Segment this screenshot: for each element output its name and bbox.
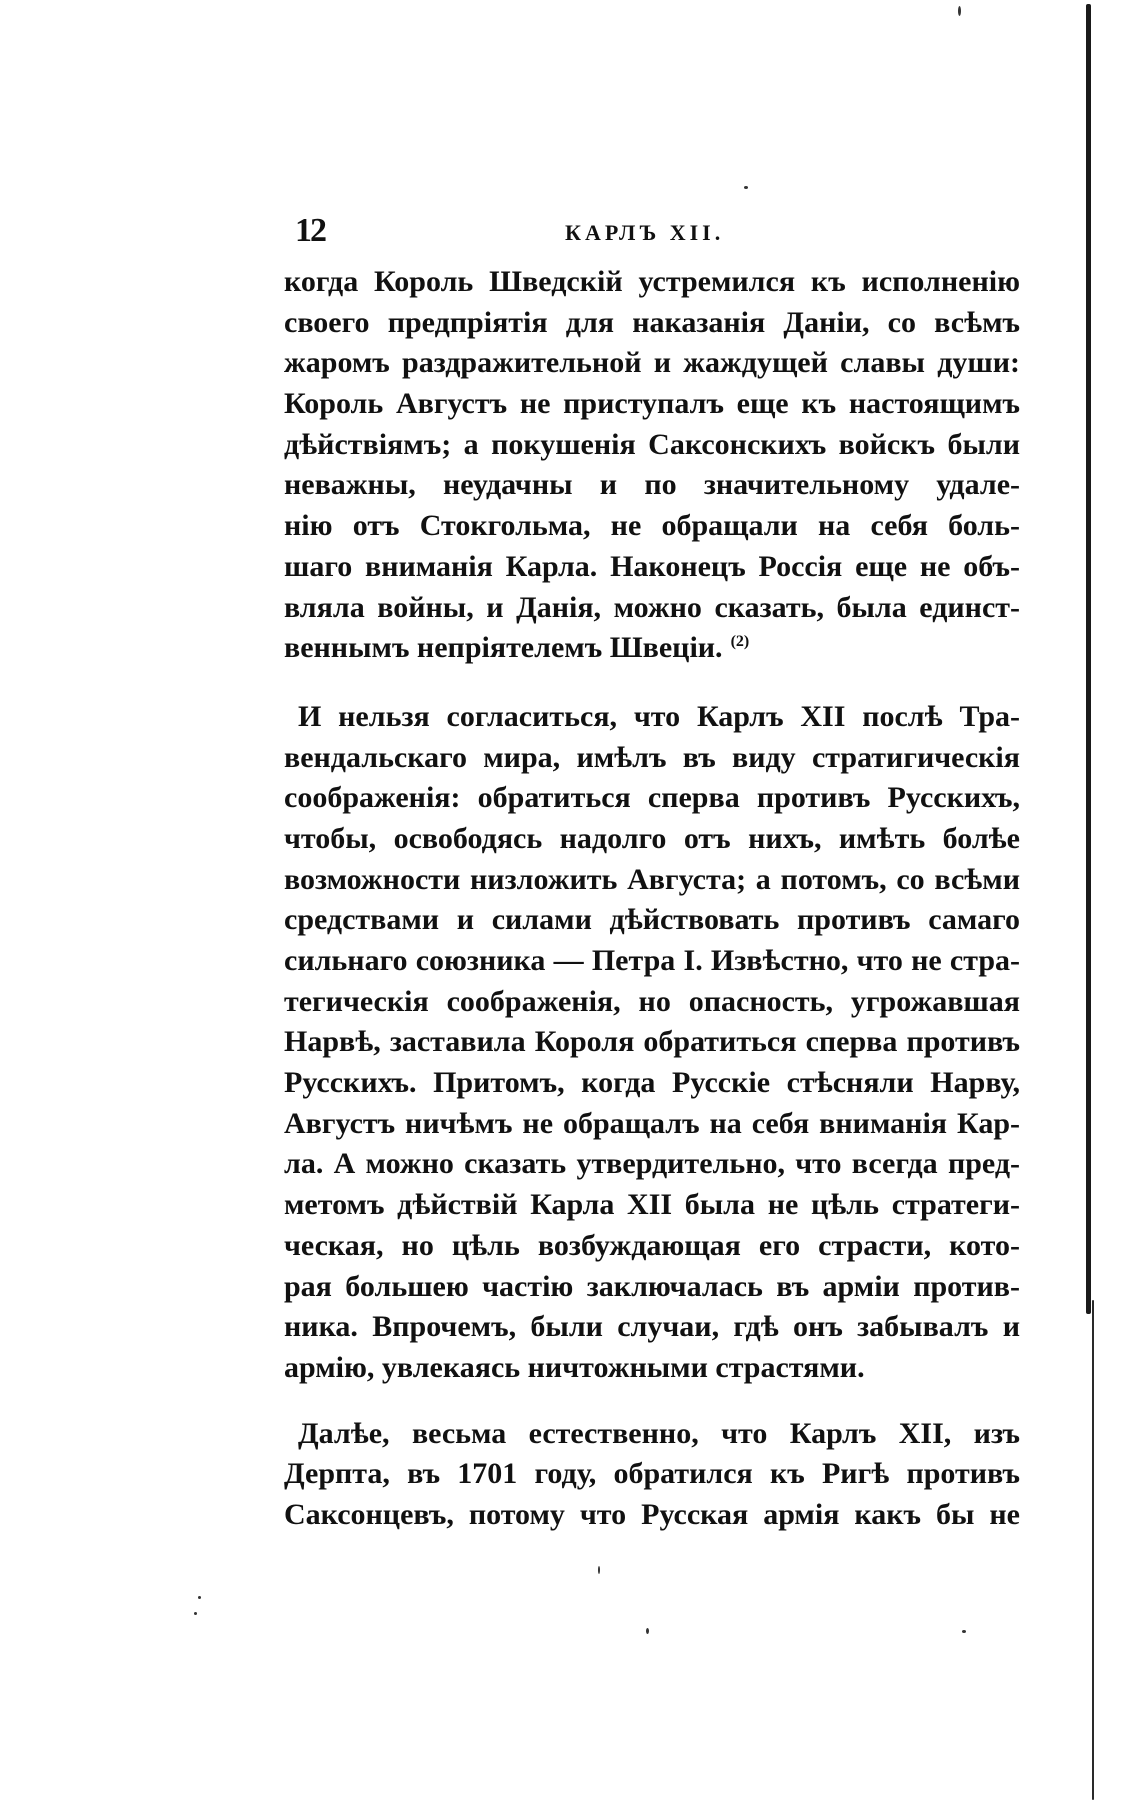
text-line: Далѣе, весьма естественно, что Карлъ XII, изъ <box>298 1416 1020 1450</box>
scan-speck <box>598 1566 600 1574</box>
text-line: вендальскаго мира, имѣлъ въ виду стратигическія <box>284 740 1020 774</box>
text-line: армію, увлекаясь ничтожными страстями. <box>284 1350 865 1384</box>
text-line: нію отъ Стокгольма, не обращали на себя боль- <box>284 509 1020 543</box>
text-line: рая большею частію заключалась въ арміи против- <box>284 1269 1020 1303</box>
paragraph <box>284 1414 1020 1536</box>
text-line: И нельзя согласиться, что Карлъ XII послѣ Тра- <box>298 699 1020 733</box>
scan-speck <box>962 1630 966 1633</box>
text-line: неважны, неудачны и по значительному удале- <box>284 468 1020 502</box>
text-line <box>284 628 1020 669</box>
scan-speck <box>958 6 961 16</box>
text-line: чтобы, освободясь надолго отъ нихъ, имѣть болѣе <box>284 821 1020 855</box>
body-text <box>284 262 1020 1536</box>
text-line: дѣйствіямъ; а покушенія Саксонскихъ войскъ были <box>284 427 1020 461</box>
paragraph-gap <box>284 1389 1020 1414</box>
text-line: соображенія: обратиться сперва противъ Русскихъ, <box>284 781 1020 815</box>
scan-speck <box>744 186 748 189</box>
text-line: Нарвѣ, заставила Короля обратиться сперва противъ <box>284 1025 1020 1059</box>
text-line: Августъ ничѣмъ не обращалъ на себя вниманія Кар- <box>284 1106 1020 1140</box>
text-line: жаромъ раздражительной и жаждущей славы души: <box>284 346 1020 380</box>
scan-speck <box>646 1628 649 1634</box>
text-line: ла. А можно сказать утвердительно, что всегда пред- <box>284 1147 1020 1181</box>
text-line: когда Король Шведскій устремился къ исполненію <box>284 265 1020 298</box>
text-line: Русскихъ. Притомъ, когда Русскіе стѣсняли Нарву, <box>284 1066 1020 1100</box>
text-line: тегическія соображенія, но опасность, угрожавшая <box>284 984 1020 1018</box>
running-title: КАРЛЪ XII. <box>565 220 725 245</box>
text-line: средствами и силами дѣйствовать противъ самаго <box>284 903 1020 937</box>
text-line: своего предпріятія для наказанія Даніи, со всѣмъ <box>284 305 1020 339</box>
text-line-content: веннымъ непріятелемъ Швеціи. <box>284 631 723 665</box>
paragraph-gap <box>284 669 1020 697</box>
text-line: Саксонцевъ, потому что Русская армія какъ бы не <box>284 1497 1020 1531</box>
footnote-marker: (2) <box>730 633 750 651</box>
text-line: Король Августъ не приступалъ еще къ настоящимъ <box>284 387 1020 421</box>
scan-speck <box>194 1612 197 1615</box>
text-line: возможности низложить Августа; а потомъ, со всѣми <box>284 862 1020 896</box>
text-line: вляла войны, и Данія, можно сказать, была единст- <box>284 590 1020 624</box>
scan-speck <box>198 1596 201 1599</box>
paragraph <box>284 262 1020 669</box>
text-line: ника. Впрочемъ, были случаи, гдѣ онъ забывалъ и <box>284 1310 1020 1344</box>
page-number: 12 <box>295 212 325 249</box>
page-edge-shadow <box>1086 4 1091 1314</box>
page-edge-shadow-lower <box>1092 1300 1094 1800</box>
text-line: Дерпта, въ 1701 году, обратился къ Ригѣ противъ <box>284 1457 1020 1491</box>
text-line: шаго вниманія Карла. Наконецъ Россія еще не объ- <box>284 549 1020 583</box>
text-line: метомъ дѣйствій Карла XII была не цѣль стратеги- <box>284 1188 1020 1222</box>
paragraph <box>284 697 1020 1389</box>
running-head <box>295 212 995 256</box>
text-line: сильнаго союзника — Петра I. Извѣстно, что не стра- <box>284 944 1020 977</box>
text-line: ческая, но цѣль возбуждающая его страсти, кото- <box>284 1228 1020 1262</box>
